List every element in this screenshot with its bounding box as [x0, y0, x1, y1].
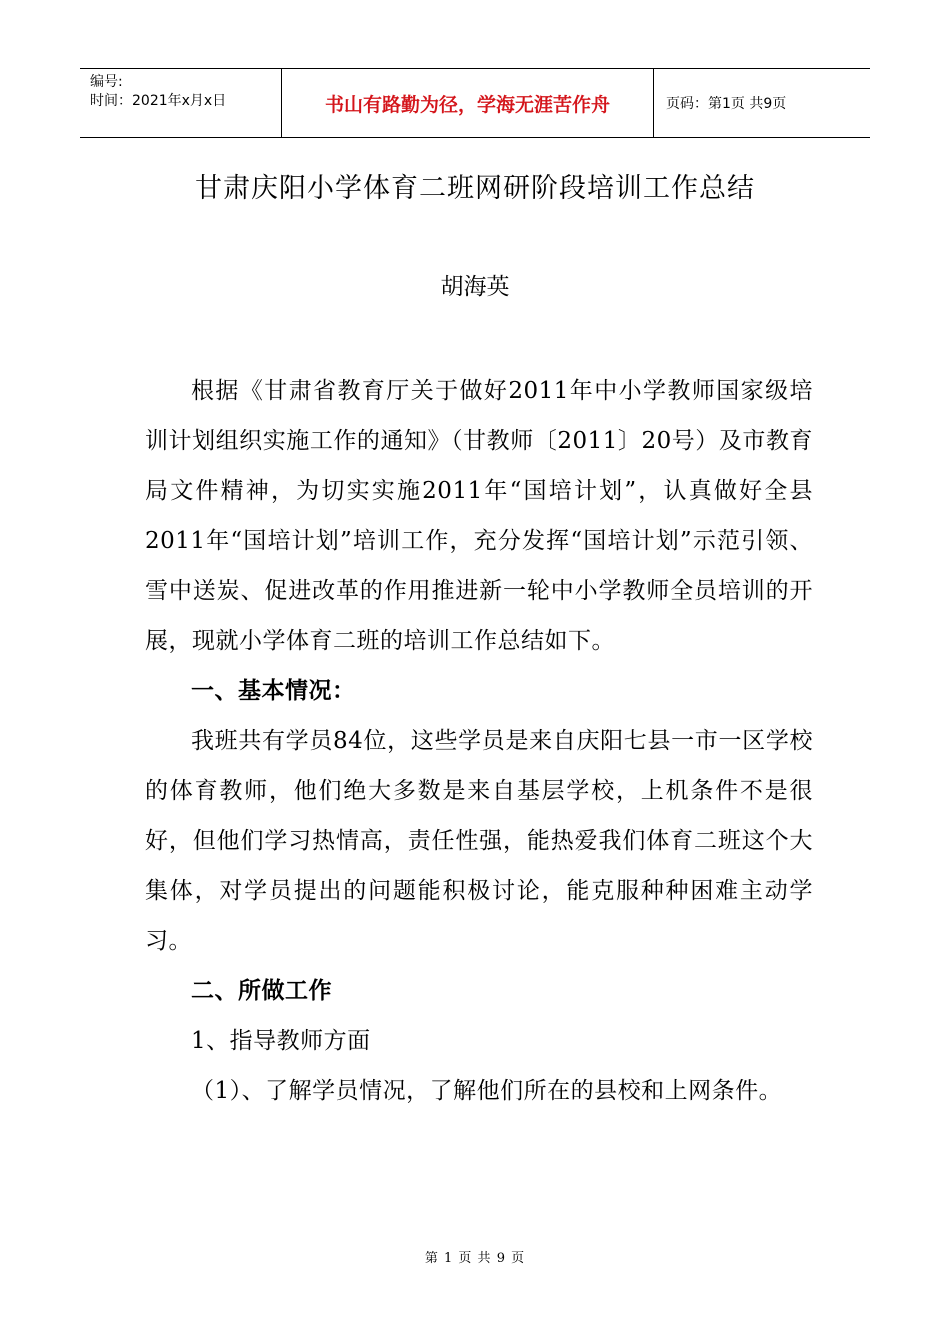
document-time-label: 时间：2021年x月x日 — [90, 93, 227, 109]
paragraph-basic-info: 我班共有学员84位，这些学员是来自庆阳七县一市一区学校的体育教师，他们绝大多数是来自基层学校，上机条件不是很好，但他们学习热情高，责任性强，能热爱我们体育二班这个大集体，对学员提出的问题能积极讨论，能克服种种困难主动学习。 — [145, 728, 813, 954]
document-title: 甘肃庆阳小学体育二班网研阶段培训工作总结 — [195, 173, 755, 204]
subheading-teacher-guidance: 1、指导教师方面 — [191, 1028, 371, 1054]
header-page-info: 页码：第1页 共9页 — [666, 96, 787, 112]
header-motto: 书山有路勤为径，学海无涯苦作舟 — [282, 69, 654, 137]
page-footer: 第 1 页 共 9 页 — [424, 1251, 526, 1266]
section-heading-basic: 一、基本情况： — [191, 678, 356, 704]
header-table — [80, 68, 870, 138]
header-left-cell — [80, 69, 282, 137]
document-author: 胡海英 — [440, 274, 510, 300]
document-body — [145, 366, 813, 1116]
paragraph-intro: 根据《甘肃省教育厅关于做好2011年中小学教师国家级培训计划组织实施工作的通知》（甘教师〔2011〕20号）及市教育局文件精神，为切实实施2011年“国培计划”，认真做好全县2011年“国培计划”培训工作，充分发挥“国培计划”示范引领、雪中送炭、促进改革的作用推进新一轮中小学教师全员培训的开展，现就小学体育二班的培训工作总结如下。 — [145, 378, 813, 654]
document-number-label: 编号: — [90, 74, 123, 90]
paragraph-item-1: （1）、了解学员情况，了解他们所在的县校和上网条件。 — [191, 1078, 783, 1104]
section-heading-work: 二、所做工作 — [191, 978, 332, 1004]
